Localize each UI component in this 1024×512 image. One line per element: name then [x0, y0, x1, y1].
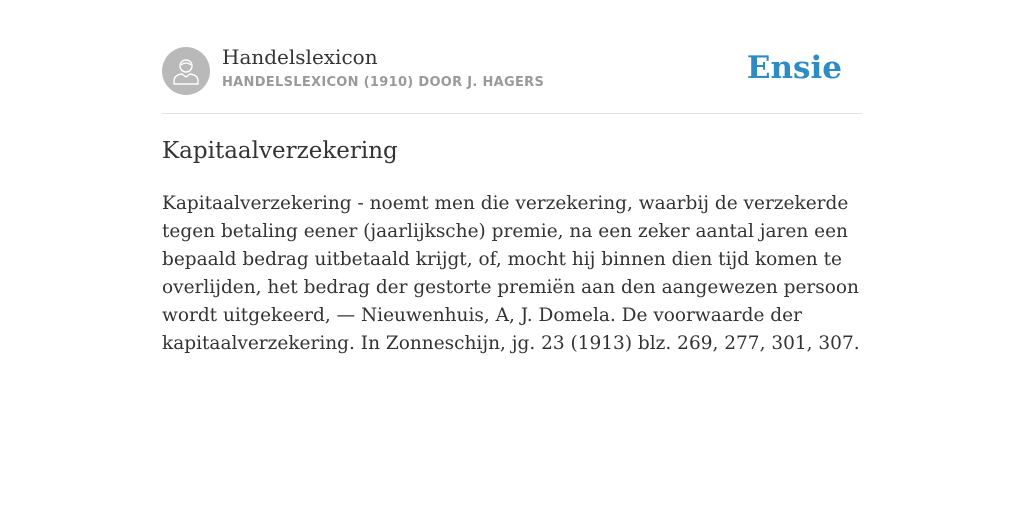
definition-card — [162, 0, 862, 354]
user-icon — [171, 56, 201, 86]
source-name[interactable]: Handelslexicon — [222, 45, 378, 69]
source-subtitle[interactable]: HANDELSLEXICON (1910) DOOR J. HAGERS — [222, 75, 545, 90]
ensie-logo[interactable]: Ensie — [746, 50, 842, 86]
avatar[interactable] — [162, 47, 210, 95]
article-body: Kapitaalverzekering - noemt men die verzekering, waarbij de verzekerde tegen betaling eener (jaarlijksche) premie, na een zeker aantal jaren een bepaald bedrag uitbetaald krijgt, of, mocht hij binnen dien tijd komen te overlijden, het bedrag der gestorte premiën aan den aangewezen persoon wordt uitgekeerd, — Nieuwenhuis, A, J. Domela. De voorwaarde der kapitaalverzekering. In Zonneschijn, jg. 23 (1913) blz. 269, 277, 301, 307. — [162, 193, 860, 354]
article-title: Kapitaalverzekering — [162, 138, 398, 164]
source-header — [162, 0, 862, 114]
